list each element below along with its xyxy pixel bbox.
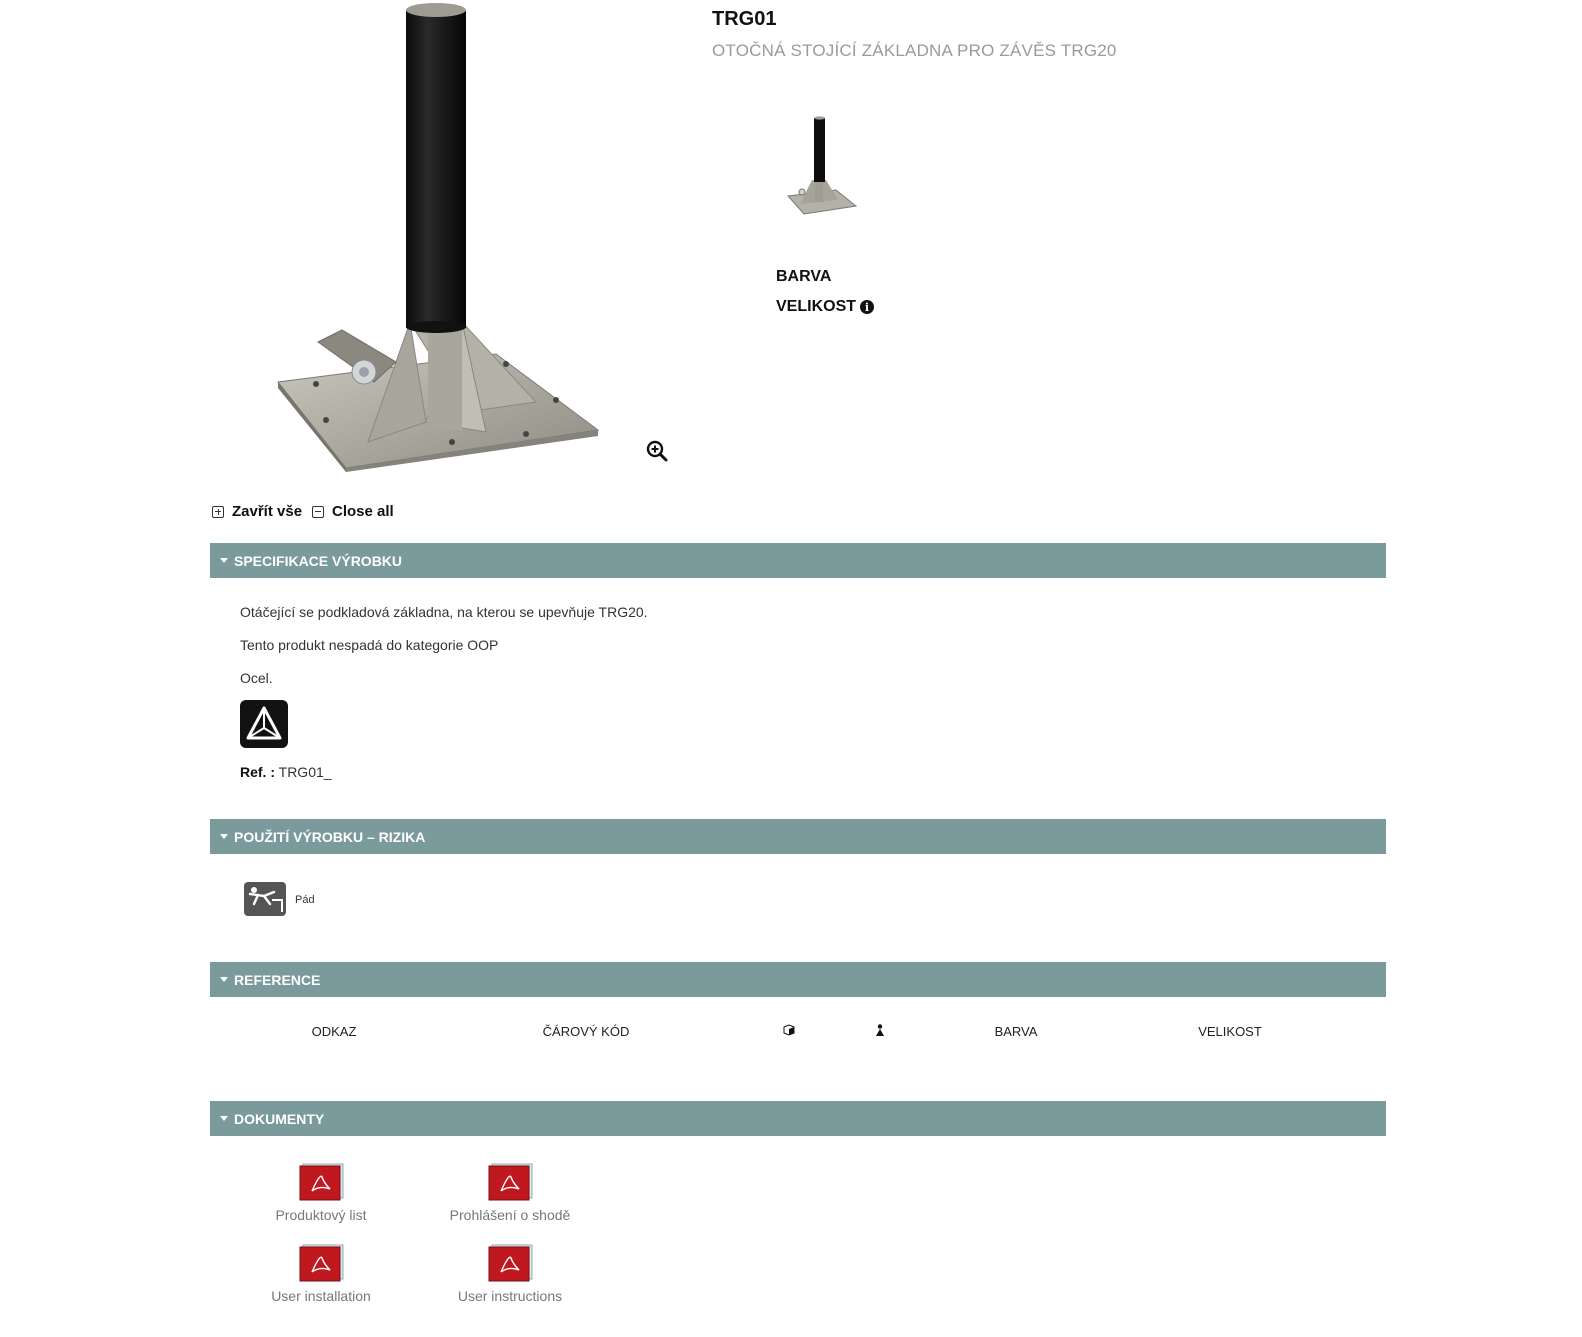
column-header-color[interactable]: BARVA	[994, 1024, 1038, 1039]
section-title: DOKUMENTY	[234, 1110, 325, 1127]
pdf-icon	[487, 1244, 533, 1282]
spec-category-note: Tento produkt nespadá do kategorie OOP	[240, 637, 499, 653]
spec-material: Ocel.	[240, 670, 273, 686]
expand-all-label: Zavřít vše	[232, 503, 303, 520]
expand-all-toggle[interactable]	[212, 503, 302, 520]
fall-risk-icon	[244, 882, 286, 916]
caret-down-icon	[220, 977, 228, 982]
reference-line	[240, 764, 332, 780]
box-icon[interactable]	[783, 1024, 795, 1039]
pdf-icon	[298, 1244, 344, 1282]
product-main-image[interactable]	[276, 2, 602, 472]
minus-square-icon	[312, 506, 324, 518]
document-label: User installation	[271, 1288, 371, 1304]
collapse-all-toggle[interactable]	[312, 503, 394, 520]
section-title: REFERENCE	[234, 971, 321, 988]
person-icon[interactable]	[875, 1024, 885, 1039]
document-label: Prohlášení o shodě	[449, 1207, 571, 1223]
pdf-icon	[487, 1163, 533, 1201]
section-header-reference[interactable]	[210, 962, 1386, 997]
pdf-icon	[298, 1163, 344, 1201]
product-thumbnail[interactable]	[786, 114, 858, 216]
caret-down-icon	[220, 834, 228, 839]
spec-description: Otáčející se podkladová základna, na kterou se upevňuje TRG20.	[240, 604, 648, 620]
document-product-sheet[interactable]	[236, 1163, 406, 1225]
section-header-documents[interactable]	[210, 1101, 1386, 1136]
attribute-size-label: VELIKOST	[776, 298, 857, 315]
document-user-instructions[interactable]	[425, 1244, 595, 1306]
plus-square-icon	[212, 506, 224, 518]
caret-down-icon	[220, 558, 228, 563]
document-label: User instructions	[457, 1288, 563, 1304]
caret-down-icon	[220, 1116, 228, 1121]
attribute-size	[776, 298, 874, 316]
attribute-color-label: BARVA	[776, 268, 832, 285]
section-header-specification[interactable]	[210, 543, 1386, 578]
product-code-title: TRG01	[712, 8, 777, 30]
document-label: Produktový list	[275, 1207, 367, 1223]
zoom-in-icon[interactable]	[646, 440, 668, 462]
column-header-barcode[interactable]: ČÁROVÝ KÓD	[542, 1024, 630, 1039]
section-title: POUŽITÍ VÝROBKU – RIZIKA	[234, 828, 426, 845]
reference-value: TRG01_	[278, 764, 332, 780]
info-icon[interactable]: i	[860, 300, 874, 314]
section-title: SPECIFIKACE VÝROBKU	[234, 552, 403, 569]
material-steel-icon	[240, 700, 288, 748]
reference-label: Ref. :	[240, 764, 275, 780]
risk-label: Pád	[295, 894, 315, 906]
column-header-reference[interactable]: ODKAZ	[311, 1024, 357, 1039]
document-user-installation[interactable]	[236, 1244, 406, 1306]
column-header-size[interactable]: VELIKOST	[1198, 1024, 1262, 1039]
section-header-usage-risks[interactable]	[210, 819, 1386, 854]
document-declaration-of-conformity[interactable]	[425, 1163, 595, 1225]
collapse-all-label: Close all	[332, 503, 394, 520]
product-subtitle: OTOČNÁ STOJÍCÍ ZÁKLADNA PRO ZÁVĚS TRG20	[712, 41, 1117, 60]
